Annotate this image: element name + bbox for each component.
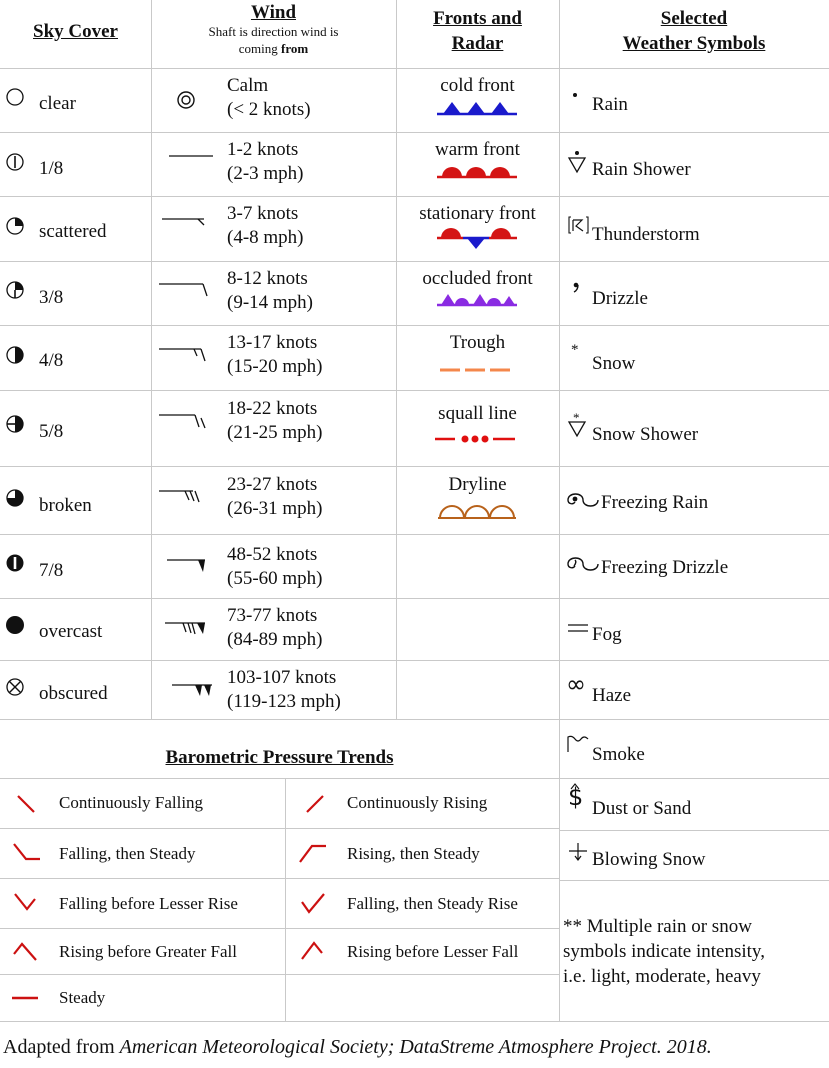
wind-speed-sublabel: (15-20 mph) — [227, 356, 323, 377]
wind-calm-icon — [175, 89, 197, 111]
wind-speed-label: 23-27 knots — [227, 474, 318, 495]
haze-icon: ∞ — [566, 670, 586, 698]
sky-cover-label: 7/8 — [39, 560, 64, 581]
wind-barb-8-12-icon — [157, 273, 207, 303]
rising-before-lesser-fall-icon — [300, 939, 326, 961]
front-label: cold front — [440, 75, 515, 96]
front-label: Dryline — [448, 474, 507, 495]
rain-shower-icon — [568, 150, 588, 176]
wind-barb-18-22-icon — [157, 404, 207, 434]
sky-overcast-icon — [4, 614, 26, 636]
barometric-title: Barometric Pressure Trends — [165, 747, 394, 768]
wind-row — [227, 331, 323, 379]
weather-symbol-label: Rain — [592, 94, 628, 115]
wind-row — [227, 666, 341, 714]
wind-speed-sublabel: (2-3 mph) — [227, 163, 304, 184]
wind-speed-sublabel: (26-31 mph) — [227, 498, 323, 519]
sky-seven-eighths-icon — [4, 552, 26, 574]
weather-symbol-label: Thunderstorm — [592, 224, 700, 245]
sky-scattered-icon — [4, 215, 26, 237]
wind-barb-1-2-icon — [167, 145, 217, 175]
falling-before-lesser-rise-icon — [13, 892, 39, 912]
footer-prefix: Adapted from — [3, 1036, 120, 1058]
wind-speed-label: 18-22 knots — [227, 398, 318, 419]
falling-then-steady-rise-icon — [300, 892, 328, 916]
wind-header-note-2a: coming — [238, 41, 282, 56]
weather-symbol-label: Drizzle — [592, 288, 648, 309]
dust-sand-icon: $ — [568, 783, 584, 811]
warm-front-icon — [437, 162, 517, 180]
snow-shower-star-icon: * — [573, 410, 580, 425]
weather-symbols-header — [559, 6, 829, 56]
thunderstorm-icon — [566, 214, 590, 238]
wind-row — [227, 604, 323, 652]
weather-symbols-header-line-2: Weather Symbols — [622, 33, 766, 54]
weather-symbol-label: Blowing Snow — [592, 849, 706, 870]
weather-symbol-label: Rain Shower — [592, 159, 691, 180]
drizzle-icon — [570, 280, 584, 296]
wind-barb-103-107-icon — [170, 674, 220, 704]
trough-icon — [440, 367, 520, 373]
sky-half-icon — [4, 344, 26, 366]
sky-three-eighths-icon — [4, 279, 26, 301]
wind-row — [227, 543, 323, 591]
sky-cover-label: 1/8 — [39, 158, 64, 179]
occluded-front-icon — [437, 290, 517, 308]
falling-then-steady-icon — [12, 842, 42, 862]
wind-speed-label: 73-77 knots — [227, 605, 318, 626]
wind-speed-label: 8-12 knots — [227, 268, 308, 289]
snow-icon: * — [571, 342, 579, 358]
fronts-header-line-1: Fronts and — [433, 8, 522, 29]
wind-row-calm — [227, 74, 311, 122]
dust-sand-arrow-icon — [570, 783, 580, 789]
sky-broken-icon — [4, 487, 26, 509]
rising-before-greater-fall-icon — [12, 940, 40, 962]
wind-speed-label: 103-107 knots — [227, 667, 337, 688]
weather-symbol-label: Freezing Rain — [601, 492, 709, 513]
weather-symbol-label: Dust or Sand — [592, 798, 692, 819]
wind-speed-sublabel: (9-14 mph) — [227, 292, 314, 313]
rain-icon — [569, 89, 581, 101]
front-label: Trough — [449, 332, 506, 353]
rising-then-steady-icon — [298, 842, 328, 864]
wind-speed-label: 3-7 knots — [227, 203, 299, 224]
continuously-rising-icon — [305, 794, 325, 814]
wind-speed-sublabel: (119-123 mph) — [227, 691, 341, 712]
wind-speed-label: 48-52 knots — [227, 544, 318, 565]
sky-obscured-icon — [4, 676, 26, 698]
squall-line-icon — [435, 432, 519, 446]
barometric-label: Steady — [59, 988, 106, 1007]
sky-cover-header: Sky Cover — [33, 21, 118, 42]
wind-row — [227, 397, 323, 445]
weather-symbols-header-line-1: Selected — [660, 8, 728, 29]
weather-symbol-label: Snow Shower — [592, 424, 699, 445]
sky-one-eighth-icon — [4, 151, 26, 173]
sky-cover-label: broken — [39, 495, 92, 516]
front-label: stationary front — [419, 203, 536, 224]
fronts-header — [396, 6, 559, 56]
wind-speed-label: 13-17 knots — [227, 332, 318, 353]
weather-symbol-label: Snow — [592, 353, 636, 374]
intensity-note-line: i.e. light, moderate, heavy — [563, 966, 761, 987]
wind-barb-48-52-icon — [165, 549, 215, 579]
weather-symbol-label: Haze — [592, 685, 632, 706]
wind-speed-sublabel: (< 2 knots) — [227, 99, 311, 120]
barometric-label: Rising, then Steady — [347, 844, 480, 863]
barometric-label: Continuously Falling — [59, 793, 204, 812]
intensity-note — [563, 914, 765, 989]
intensity-note-line: ** Multiple rain or snow — [563, 916, 752, 937]
wind-header-title: Wind — [250, 2, 297, 23]
cold-front-icon — [437, 99, 517, 117]
intensity-note-line: symbols indicate intensity, — [563, 941, 765, 962]
wind-barb-23-27-icon — [157, 480, 207, 510]
front-label: occluded front — [422, 268, 533, 289]
wind-speed-sublabel: (21-25 mph) — [227, 422, 323, 443]
wind-barb-3-7-icon — [160, 208, 210, 238]
wind-speed-label: Calm — [227, 75, 269, 96]
snow-shower-icon — [568, 420, 588, 442]
footer-citation — [3, 1034, 712, 1060]
stationary-front-icon — [437, 226, 517, 252]
sky-five-eighths-icon — [4, 413, 26, 435]
fog-icon — [568, 623, 590, 635]
wind-row — [227, 202, 304, 250]
wind-row — [227, 473, 323, 521]
weather-symbol-label: Smoke — [592, 744, 645, 765]
sky-cover-label: overcast — [39, 621, 103, 642]
barometric-label: Rising before Greater Fall — [59, 942, 237, 961]
smoke-icon — [566, 734, 592, 754]
wind-row — [227, 267, 313, 315]
wind-barb-13-17-icon — [157, 338, 207, 368]
barometric-label: Rising before Lesser Fall — [347, 942, 519, 961]
freezing-rain-icon — [566, 490, 600, 510]
wind-header — [151, 2, 396, 57]
sky-cover-label: 3/8 — [39, 287, 64, 308]
wind-speed-label: 1-2 knots — [227, 139, 299, 160]
weather-symbol-label: Fog — [592, 624, 622, 645]
sky-clear-icon — [4, 86, 26, 108]
barometric-label: Continuously Rising — [347, 793, 488, 812]
steady-icon — [12, 995, 40, 1001]
footer-source: American Meteorological Society; DataStreme Atmosphere Project. 2018. — [119, 1036, 712, 1058]
barometric-label: Falling before Lesser Rise — [59, 894, 238, 913]
sky-cover-label: clear — [39, 93, 76, 114]
weather-symbol-label: Freezing Drizzle — [601, 557, 729, 578]
continuously-falling-icon — [16, 794, 36, 814]
wind-speed-sublabel: (84-89 mph) — [227, 629, 323, 650]
wind-header-note-1: Shaft is direction wind is — [208, 24, 339, 39]
wind-barb-73-77-icon — [163, 612, 213, 642]
wind-header-note-2b: from — [281, 41, 309, 56]
barometric-label: Falling, then Steady — [59, 844, 196, 863]
sky-cover-label: 4/8 — [39, 350, 64, 371]
sky-cover-label: obscured — [39, 683, 108, 704]
front-label: squall line — [438, 403, 517, 424]
wind-row — [227, 138, 304, 186]
blowing-snow-icon — [567, 842, 589, 864]
wind-speed-sublabel: (4-8 mph) — [227, 227, 304, 248]
front-label: warm front — [435, 139, 520, 160]
freezing-drizzle-icon — [566, 554, 600, 574]
wind-speed-sublabel: (55-60 mph) — [227, 568, 323, 589]
sky-cover-label: scattered — [39, 221, 107, 242]
fronts-header-line-2: Radar — [451, 33, 504, 54]
dryline-icon — [438, 498, 518, 520]
barometric-label: Falling, then Steady Rise — [347, 894, 518, 913]
sky-cover-label: 5/8 — [39, 421, 64, 442]
